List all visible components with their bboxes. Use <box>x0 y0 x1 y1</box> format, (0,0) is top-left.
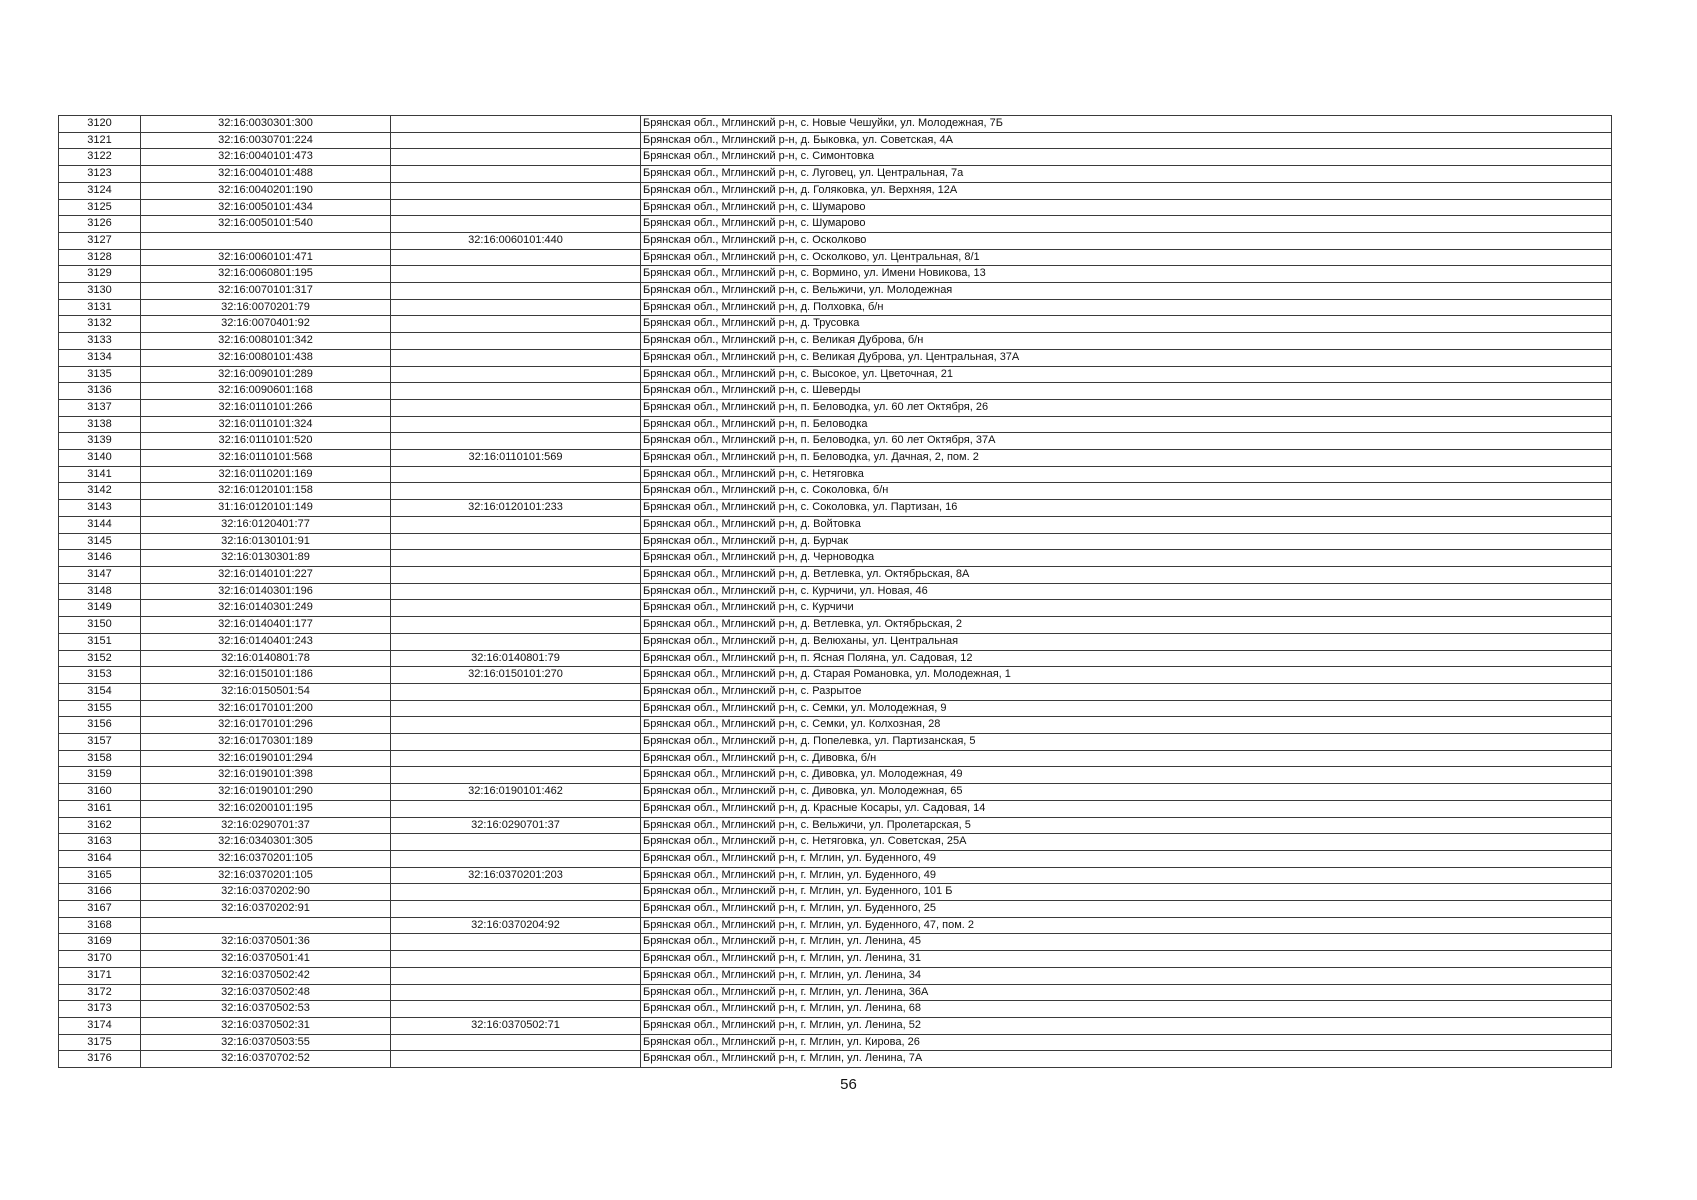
table-row <box>59 667 1612 684</box>
address-cell: Брянская обл., Мглинский р-н, д. Войтовка <box>641 516 1612 533</box>
cadastral-number-cell: 32:16:0040101:473 <box>141 149 391 166</box>
cadastral-number-cell: 32:16:0290701:37 <box>141 817 391 834</box>
row-number-cell: 3156 <box>59 717 141 734</box>
row-number-cell: 3137 <box>59 399 141 416</box>
linked-cadastral-number-cell: 32:16:0110101:569 <box>391 450 641 467</box>
address-cell: Брянская обл., Мглинский р-н, д. Старая Романовка, ул. Молодежная, 1 <box>641 667 1612 684</box>
linked-cadastral-number-cell <box>391 1051 641 1068</box>
address-cell: Брянская обл., Мглинский р-н, с. Осколково, ул. Центральная, 8/1 <box>641 249 1612 266</box>
linked-cadastral-number-cell <box>391 750 641 767</box>
table-row <box>59 583 1612 600</box>
cadastral-number-cell <box>141 917 391 934</box>
cadastral-number-cell: 32:16:0060101:471 <box>141 249 391 266</box>
linked-cadastral-number-cell: 32:16:0190101:462 <box>391 784 641 801</box>
table-row <box>59 784 1612 801</box>
address-cell: Брянская обл., Мглинский р-н, с. Шумарово <box>641 216 1612 233</box>
cadastral-number-cell: 32:16:0370503:55 <box>141 1034 391 1051</box>
row-number-cell: 3155 <box>59 700 141 717</box>
row-number-cell: 3135 <box>59 366 141 383</box>
linked-cadastral-number-cell <box>391 516 641 533</box>
address-cell: Брянская обл., Мглинский р-н, с. Дивовка, ул. Молодежная, 65 <box>641 784 1612 801</box>
table-row <box>59 734 1612 751</box>
table-row <box>59 984 1612 1001</box>
table-row <box>59 967 1612 984</box>
cadastral-number-cell: 32:16:0080101:438 <box>141 349 391 366</box>
cadastral-number-cell: 32:16:0080101:342 <box>141 333 391 350</box>
cadastral-number-cell: 32:16:0130301:89 <box>141 550 391 567</box>
cadastral-number-cell: 32:16:0170301:189 <box>141 734 391 751</box>
address-cell: Брянская обл., Мглинский р-н, г. Мглин, ул. Ленина, 36А <box>641 984 1612 1001</box>
address-cell: Брянская обл., Мглинский р-н, д. Красные Косары, ул. Садовая, 14 <box>641 800 1612 817</box>
cadastral-number-cell: 32:16:0150101:186 <box>141 667 391 684</box>
table-row <box>59 800 1612 817</box>
linked-cadastral-number-cell <box>391 266 641 283</box>
row-number-cell: 3134 <box>59 349 141 366</box>
row-number-cell: 3168 <box>59 917 141 934</box>
linked-cadastral-number-cell <box>391 149 641 166</box>
cadastral-number-cell: 32:16:0110101:568 <box>141 450 391 467</box>
cadastral-number-cell: 32:16:0070201:79 <box>141 299 391 316</box>
table-row <box>59 717 1612 734</box>
linked-cadastral-number-cell <box>391 617 641 634</box>
table-row <box>59 884 1612 901</box>
address-cell: Брянская обл., Мглинский р-н, г. Мглин, ул. Буденного, 49 <box>641 867 1612 884</box>
linked-cadastral-number-cell <box>391 767 641 784</box>
row-number-cell: 3151 <box>59 633 141 650</box>
row-number-cell: 3159 <box>59 767 141 784</box>
cadastral-number-cell: 32:16:0340301:305 <box>141 834 391 851</box>
linked-cadastral-number-cell: 32:16:0290701:37 <box>391 817 641 834</box>
table-row <box>59 533 1612 550</box>
linked-cadastral-number-cell <box>391 850 641 867</box>
linked-cadastral-number-cell <box>391 834 641 851</box>
table-row <box>59 817 1612 834</box>
table-row <box>59 299 1612 316</box>
address-cell: Брянская обл., Мглинский р-н, с. Новые Чешуйки, ул. Молодежная, 7Б <box>641 116 1612 133</box>
row-number-cell: 3140 <box>59 450 141 467</box>
table-row <box>59 366 1612 383</box>
linked-cadastral-number-cell <box>391 299 641 316</box>
linked-cadastral-number-cell <box>391 884 641 901</box>
table-row <box>59 750 1612 767</box>
table-row <box>59 232 1612 249</box>
table-row <box>59 566 1612 583</box>
table-row <box>59 834 1612 851</box>
table-row <box>59 383 1612 400</box>
linked-cadastral-number-cell <box>391 984 641 1001</box>
table-row <box>59 516 1612 533</box>
linked-cadastral-number-cell: 32:16:0370502:71 <box>391 1017 641 1034</box>
table-row <box>59 1017 1612 1034</box>
table-row <box>59 466 1612 483</box>
address-cell: Брянская обл., Мглинский р-н, г. Мглин, ул. Ленина, 7А <box>641 1051 1612 1068</box>
address-cell: Брянская обл., Мглинский р-н, с. Дивовка, ул. Молодежная, 49 <box>641 767 1612 784</box>
row-number-cell: 3172 <box>59 984 141 1001</box>
table-row <box>59 283 1612 300</box>
table-row <box>59 166 1612 183</box>
table-row <box>59 1034 1612 1051</box>
table-row <box>59 650 1612 667</box>
row-number-cell: 3154 <box>59 683 141 700</box>
table-row <box>59 433 1612 450</box>
address-cell: Брянская обл., Мглинский р-н, п. Беловодка <box>641 416 1612 433</box>
row-number-cell: 3174 <box>59 1017 141 1034</box>
linked-cadastral-number-cell <box>391 466 641 483</box>
linked-cadastral-number-cell <box>391 433 641 450</box>
table-row <box>59 1051 1612 1068</box>
address-cell: Брянская обл., Мглинский р-н, с. Вельжичи, ул. Пролетарская, 5 <box>641 817 1612 834</box>
cadastral-number-cell: 32:16:0370501:36 <box>141 934 391 951</box>
cadastral-number-cell: 32:16:0090601:168 <box>141 383 391 400</box>
table-row <box>59 617 1612 634</box>
linked-cadastral-number-cell <box>391 199 641 216</box>
cadastral-number-cell: 32:16:0140301:196 <box>141 583 391 600</box>
row-number-cell: 3153 <box>59 667 141 684</box>
address-cell: Брянская обл., Мглинский р-н, с. Соколовка, ул. Партизан, 16 <box>641 500 1612 517</box>
address-cell: Брянская обл., Мглинский р-н, с. Курчичи, ул. Новая, 46 <box>641 583 1612 600</box>
address-cell: Брянская обл., Мглинский р-н, д. Бурчак <box>641 533 1612 550</box>
row-number-cell: 3130 <box>59 283 141 300</box>
row-number-cell: 3141 <box>59 466 141 483</box>
address-cell: Брянская обл., Мглинский р-н, г. Мглин, ул. Ленина, 34 <box>641 967 1612 984</box>
page-number: 56 <box>840 1076 857 1093</box>
row-number-cell: 3148 <box>59 583 141 600</box>
table-row <box>59 149 1612 166</box>
linked-cadastral-number-cell <box>391 216 641 233</box>
linked-cadastral-number-cell <box>391 683 641 700</box>
registry-table-body <box>59 116 1612 1068</box>
row-number-cell: 3128 <box>59 249 141 266</box>
address-cell: Брянская обл., Мглинский р-н, д. Попелевка, ул. Партизанская, 5 <box>641 734 1612 751</box>
linked-cadastral-number-cell: 32:16:0150101:270 <box>391 667 641 684</box>
row-number-cell: 3175 <box>59 1034 141 1051</box>
cadastral-number-cell: 32:16:0040201:190 <box>141 182 391 199</box>
address-cell: Брянская обл., Мглинский р-н, с. Осколково <box>641 232 1612 249</box>
table-row <box>59 867 1612 884</box>
linked-cadastral-number-cell <box>391 633 641 650</box>
cadastral-number-cell: 32:16:0370502:53 <box>141 1001 391 1018</box>
table-row <box>59 182 1612 199</box>
cadastral-number-cell: 32:16:0370501:41 <box>141 951 391 968</box>
linked-cadastral-number-cell <box>391 1034 641 1051</box>
table-row <box>59 116 1612 133</box>
row-number-cell: 3127 <box>59 232 141 249</box>
row-number-cell: 3176 <box>59 1051 141 1068</box>
linked-cadastral-number-cell <box>391 383 641 400</box>
linked-cadastral-number-cell <box>391 416 641 433</box>
cadastral-number-cell: 32:16:0070401:92 <box>141 316 391 333</box>
address-cell: Брянская обл., Мглинский р-н, г. Мглин, ул. Ленина, 45 <box>641 934 1612 951</box>
address-cell: Брянская обл., Мглинский р-н, с. Шеверды <box>641 383 1612 400</box>
property-registry-table <box>58 115 1612 1068</box>
row-number-cell: 3147 <box>59 566 141 583</box>
linked-cadastral-number-cell: 32:16:0140801:79 <box>391 650 641 667</box>
row-number-cell: 3171 <box>59 967 141 984</box>
cadastral-number-cell: 32:16:0140801:78 <box>141 650 391 667</box>
row-number-cell: 3143 <box>59 500 141 517</box>
row-number-cell: 3139 <box>59 433 141 450</box>
table-row <box>59 700 1612 717</box>
address-cell: Брянская обл., Мглинский р-н, с. Нетяговка <box>641 466 1612 483</box>
row-number-cell: 3123 <box>59 166 141 183</box>
cadastral-number-cell: 32:16:0370201:105 <box>141 867 391 884</box>
cadastral-number-cell: 32:16:0040101:488 <box>141 166 391 183</box>
cadastral-number-cell: 32:16:0370202:90 <box>141 884 391 901</box>
table-row <box>59 500 1612 517</box>
table-row <box>59 249 1612 266</box>
address-cell: Брянская обл., Мглинский р-н, с. Семки, ул. Молодежная, 9 <box>641 700 1612 717</box>
cadastral-number-cell: 32:16:0130101:91 <box>141 533 391 550</box>
cadastral-number-cell: 32:16:0050101:434 <box>141 199 391 216</box>
row-number-cell: 3173 <box>59 1001 141 1018</box>
linked-cadastral-number-cell <box>391 366 641 383</box>
cadastral-number-cell: 32:16:0110101:266 <box>141 399 391 416</box>
address-cell: Брянская обл., Мглинский р-н, д. Ветлевка, ул. Октябрьская, 2 <box>641 617 1612 634</box>
address-cell: Брянская обл., Мглинский р-н, г. Мглин, ул. Буденного, 25 <box>641 901 1612 918</box>
row-number-cell: 3132 <box>59 316 141 333</box>
row-number-cell: 3150 <box>59 617 141 634</box>
linked-cadastral-number-cell <box>391 934 641 951</box>
cadastral-number-cell: 32:16:0370201:105 <box>141 850 391 867</box>
row-number-cell: 3165 <box>59 867 141 884</box>
address-cell: Брянская обл., Мглинский р-н, д. Велюханы, ул. Центральная <box>641 633 1612 650</box>
table-row <box>59 483 1612 500</box>
cadastral-number-cell: 32:16:0140301:249 <box>141 600 391 617</box>
cadastral-number-cell: 32:16:0120101:158 <box>141 483 391 500</box>
linked-cadastral-number-cell <box>391 483 641 500</box>
cadastral-number-cell <box>141 232 391 249</box>
cadastral-number-cell: 32:16:0370502:48 <box>141 984 391 1001</box>
row-number-cell: 3133 <box>59 333 141 350</box>
row-number-cell: 3120 <box>59 116 141 133</box>
linked-cadastral-number-cell <box>391 533 641 550</box>
address-cell: Брянская обл., Мглинский р-н, с. Разрытое <box>641 683 1612 700</box>
cadastral-number-cell: 32:16:0060801:195 <box>141 266 391 283</box>
cadastral-number-cell: 32:16:0140401:177 <box>141 617 391 634</box>
cadastral-number-cell: 32:16:0140401:243 <box>141 633 391 650</box>
cadastral-number-cell: 32:16:0200101:195 <box>141 800 391 817</box>
linked-cadastral-number-cell: 32:16:0060101:440 <box>391 232 641 249</box>
linked-cadastral-number-cell <box>391 116 641 133</box>
linked-cadastral-number-cell <box>391 800 641 817</box>
address-cell: Брянская обл., Мглинский р-н, с. Великая Дуброва, б/н <box>641 333 1612 350</box>
cadastral-number-cell: 32:16:0030301:300 <box>141 116 391 133</box>
address-cell: Брянская обл., Мглинский р-н, д. Ветлевка, ул. Октябрьская, 8А <box>641 566 1612 583</box>
table-row <box>59 216 1612 233</box>
row-number-cell: 3152 <box>59 650 141 667</box>
cadastral-number-cell: 32:16:0110101:520 <box>141 433 391 450</box>
row-number-cell: 3138 <box>59 416 141 433</box>
linked-cadastral-number-cell <box>391 734 641 751</box>
cadastral-number-cell: 32:16:0190101:294 <box>141 750 391 767</box>
linked-cadastral-number-cell <box>391 717 641 734</box>
table-row <box>59 266 1612 283</box>
address-cell: Брянская обл., Мглинский р-н, с. Нетяговка, ул. Советская, 25А <box>641 834 1612 851</box>
cadastral-number-cell: 32:16:0370502:31 <box>141 1017 391 1034</box>
linked-cadastral-number-cell <box>391 316 641 333</box>
address-cell: Брянская обл., Мглинский р-н, г. Мглин, ул. Буденного, 49 <box>641 850 1612 867</box>
cadastral-number-cell: 32:16:0370502:42 <box>141 967 391 984</box>
table-row <box>59 951 1612 968</box>
table-row <box>59 850 1612 867</box>
cadastral-number-cell: 32:16:0110101:324 <box>141 416 391 433</box>
cadastral-number-cell: 32:16:0370202:91 <box>141 901 391 918</box>
address-cell: Брянская обл., Мглинский р-н, с. Соколовка, б/н <box>641 483 1612 500</box>
row-number-cell: 3164 <box>59 850 141 867</box>
row-number-cell: 3160 <box>59 784 141 801</box>
linked-cadastral-number-cell <box>391 349 641 366</box>
table-row <box>59 683 1612 700</box>
row-number-cell: 3129 <box>59 266 141 283</box>
linked-cadastral-number-cell <box>391 399 641 416</box>
address-cell: Брянская обл., Мглинский р-н, с. Семки, ул. Колхозная, 28 <box>641 717 1612 734</box>
linked-cadastral-number-cell <box>391 249 641 266</box>
table-row <box>59 633 1612 650</box>
linked-cadastral-number-cell <box>391 550 641 567</box>
cadastral-number-cell: 32:16:0140101:227 <box>141 566 391 583</box>
cadastral-number-cell: 31:16:0120101:149 <box>141 500 391 517</box>
address-cell: Брянская обл., Мглинский р-н, д. Голяковка, ул. Верхняя, 12А <box>641 182 1612 199</box>
linked-cadastral-number-cell <box>391 1001 641 1018</box>
table-row <box>59 316 1612 333</box>
cadastral-number-cell: 32:16:0090101:289 <box>141 366 391 383</box>
cadastral-number-cell: 32:16:0170101:296 <box>141 717 391 734</box>
address-cell: Брянская обл., Мглинский р-н, с. Курчичи <box>641 600 1612 617</box>
linked-cadastral-number-cell: 32:16:0120101:233 <box>391 500 641 517</box>
address-cell: Брянская обл., Мглинский р-н, с. Великая Дуброва, ул. Центральная, 37А <box>641 349 1612 366</box>
cadastral-number-cell: 32:16:0050101:540 <box>141 216 391 233</box>
address-cell: Брянская обл., Мглинский р-н, п. Ясная Поляна, ул. Садовая, 12 <box>641 650 1612 667</box>
row-number-cell: 3131 <box>59 299 141 316</box>
linked-cadastral-number-cell: 32:16:0370204:92 <box>391 917 641 934</box>
table-row <box>59 934 1612 951</box>
row-number-cell: 3144 <box>59 516 141 533</box>
row-number-cell: 3142 <box>59 483 141 500</box>
address-cell: Брянская обл., Мглинский р-н, д. Полховка, б/н <box>641 299 1612 316</box>
row-number-cell: 3146 <box>59 550 141 567</box>
address-cell: Брянская обл., Мглинский р-н, г. Мглин, ул. Ленина, 68 <box>641 1001 1612 1018</box>
address-cell: Брянская обл., Мглинский р-н, с. Вельжичи, ул. Молодежная <box>641 283 1612 300</box>
address-cell: Брянская обл., Мглинский р-н, д. Быковка, ул. Советская, 4А <box>641 132 1612 149</box>
address-cell: Брянская обл., Мглинский р-н, с. Высокое, ул. Цветочная, 21 <box>641 366 1612 383</box>
address-cell: Брянская обл., Мглинский р-н, с. Дивовка, б/н <box>641 750 1612 767</box>
address-cell: Брянская обл., Мглинский р-н, с. Шумарово <box>641 199 1612 216</box>
cadastral-number-cell: 32:16:0370702:52 <box>141 1051 391 1068</box>
row-number-cell: 3149 <box>59 600 141 617</box>
row-number-cell: 3158 <box>59 750 141 767</box>
linked-cadastral-number-cell <box>391 700 641 717</box>
address-cell: Брянская обл., Мглинский р-н, г. Мглин, ул. Ленина, 52 <box>641 1017 1612 1034</box>
address-cell: Брянская обл., Мглинский р-н, д. Трусовка <box>641 316 1612 333</box>
address-cell: Брянская обл., Мглинский р-н, с. Луговец, ул. Центральная, 7а <box>641 166 1612 183</box>
address-cell: Брянская обл., Мглинский р-н, г. Мглин, ул. Ленина, 31 <box>641 951 1612 968</box>
cadastral-number-cell: 32:16:0120401:77 <box>141 516 391 533</box>
row-number-cell: 3166 <box>59 884 141 901</box>
cadastral-number-cell: 32:16:0030701:224 <box>141 132 391 149</box>
address-cell: Брянская обл., Мглинский р-н, с. Симонтовка <box>641 149 1612 166</box>
row-number-cell: 3163 <box>59 834 141 851</box>
linked-cadastral-number-cell <box>391 566 641 583</box>
table-row <box>59 767 1612 784</box>
cadastral-number-cell: 32:16:0150501:54 <box>141 683 391 700</box>
linked-cadastral-number-cell: 32:16:0370201:203 <box>391 867 641 884</box>
address-cell: Брянская обл., Мглинский р-н, п. Беловодка, ул. 60 лет Октября, 26 <box>641 399 1612 416</box>
linked-cadastral-number-cell <box>391 182 641 199</box>
row-number-cell: 3126 <box>59 216 141 233</box>
row-number-cell: 3167 <box>59 901 141 918</box>
address-cell: Брянская обл., Мглинский р-н, п. Беловодка, ул. Дачная, 2, пом. 2 <box>641 450 1612 467</box>
row-number-cell: 3136 <box>59 383 141 400</box>
row-number-cell: 3161 <box>59 800 141 817</box>
document-sheet <box>58 115 1611 1068</box>
table-row <box>59 416 1612 433</box>
table-row <box>59 901 1612 918</box>
row-number-cell: 3121 <box>59 132 141 149</box>
linked-cadastral-number-cell <box>391 600 641 617</box>
table-row <box>59 333 1612 350</box>
linked-cadastral-number-cell <box>391 901 641 918</box>
linked-cadastral-number-cell <box>391 333 641 350</box>
linked-cadastral-number-cell <box>391 583 641 600</box>
cadastral-number-cell: 32:16:0170101:200 <box>141 700 391 717</box>
linked-cadastral-number-cell <box>391 283 641 300</box>
row-number-cell: 3157 <box>59 734 141 751</box>
cadastral-number-cell: 32:16:0070101:317 <box>141 283 391 300</box>
row-number-cell: 3169 <box>59 934 141 951</box>
row-number-cell: 3145 <box>59 533 141 550</box>
table-row <box>59 550 1612 567</box>
table-row <box>59 917 1612 934</box>
table-row <box>59 399 1612 416</box>
address-cell: Брянская обл., Мглинский р-н, д. Черноводка <box>641 550 1612 567</box>
cadastral-number-cell: 32:16:0190101:398 <box>141 767 391 784</box>
linked-cadastral-number-cell <box>391 951 641 968</box>
table-row <box>59 349 1612 366</box>
address-cell: Брянская обл., Мглинский р-н, г. Мглин, ул. Буденного, 47, пом. 2 <box>641 917 1612 934</box>
address-cell: Брянская обл., Мглинский р-н, с. Вормино, ул. Имени Новикова, 13 <box>641 266 1612 283</box>
row-number-cell: 3125 <box>59 199 141 216</box>
table-row <box>59 199 1612 216</box>
address-cell: Брянская обл., Мглинский р-н, г. Мглин, ул. Буденного, 101 Б <box>641 884 1612 901</box>
row-number-cell: 3162 <box>59 817 141 834</box>
cadastral-number-cell: 32:16:0190101:290 <box>141 784 391 801</box>
table-row <box>59 600 1612 617</box>
linked-cadastral-number-cell <box>391 967 641 984</box>
table-row <box>59 1001 1612 1018</box>
address-cell: Брянская обл., Мглинский р-н, г. Мглин, ул. Кирова, 26 <box>641 1034 1612 1051</box>
table-row <box>59 132 1612 149</box>
row-number-cell: 3122 <box>59 149 141 166</box>
linked-cadastral-number-cell <box>391 166 641 183</box>
linked-cadastral-number-cell <box>391 132 641 149</box>
table-row <box>59 450 1612 467</box>
cadastral-number-cell: 32:16:0110201:169 <box>141 466 391 483</box>
row-number-cell: 3124 <box>59 182 141 199</box>
address-cell: Брянская обл., Мглинский р-н, п. Беловодка, ул. 60 лет Октября, 37А <box>641 433 1612 450</box>
row-number-cell: 3170 <box>59 951 141 968</box>
